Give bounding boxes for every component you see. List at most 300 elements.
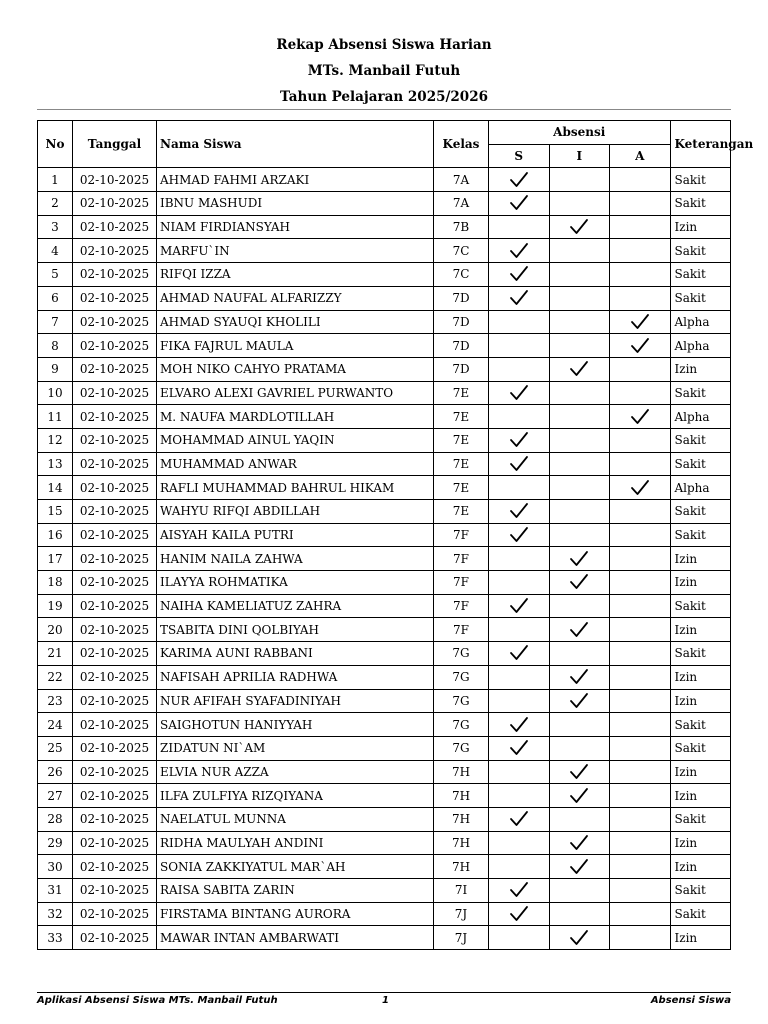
cell-i xyxy=(549,215,610,239)
cell-a xyxy=(610,357,671,381)
cell-s xyxy=(489,286,550,310)
table-row xyxy=(38,428,731,452)
check-icon xyxy=(550,763,610,781)
cell-i xyxy=(549,452,610,476)
cell-kelas: 7C xyxy=(434,239,489,263)
cell-keterangan: Alpha xyxy=(670,476,731,500)
cell-keterangan: Sakit xyxy=(670,594,731,618)
cell-no: 29 xyxy=(38,831,73,855)
cell-kelas: 7E xyxy=(434,476,489,500)
cell-s xyxy=(489,855,550,879)
check-icon xyxy=(489,502,549,520)
cell-i xyxy=(549,760,610,784)
cell-i xyxy=(549,381,610,405)
table-row xyxy=(38,286,731,310)
footer-app-name: Aplikasi Absensi Siswa MTs. Manbail Futuh xyxy=(37,995,278,1006)
page-footer xyxy=(37,995,731,1009)
cell-kelas: 7F xyxy=(434,523,489,547)
cell-kelas: 7G xyxy=(434,736,489,760)
cell-nama: TSABITA DINI QOLBIYAH xyxy=(157,618,434,642)
cell-tanggal: 02-10-2025 xyxy=(73,239,157,263)
column-header-kelas: Kelas xyxy=(434,121,489,168)
cell-keterangan: Izin xyxy=(670,760,731,784)
cell-keterangan: Izin xyxy=(670,665,731,689)
table-row xyxy=(38,168,731,192)
cell-nama: ELVIA NUR AZZA xyxy=(157,760,434,784)
cell-no: 10 xyxy=(38,381,73,405)
cell-tanggal: 02-10-2025 xyxy=(73,689,157,713)
cell-s xyxy=(489,665,550,689)
check-icon xyxy=(550,550,610,568)
cell-kelas: 7J xyxy=(434,902,489,926)
column-header-absensi: Absensi xyxy=(489,121,671,145)
cell-a xyxy=(610,784,671,808)
cell-kelas: 7G xyxy=(434,689,489,713)
cell-no: 23 xyxy=(38,689,73,713)
cell-keterangan: Alpha xyxy=(670,405,731,429)
check-icon xyxy=(489,881,549,899)
cell-i xyxy=(549,807,610,831)
cell-kelas: 7H xyxy=(434,855,489,879)
column-header-i: I xyxy=(549,144,610,168)
cell-s xyxy=(489,760,550,784)
cell-no: 4 xyxy=(38,239,73,263)
cell-kelas: 7J xyxy=(434,926,489,950)
table-row xyxy=(38,642,731,666)
cell-s xyxy=(489,334,550,358)
cell-nama: MARFU`IN xyxy=(157,239,434,263)
cell-i xyxy=(549,286,610,310)
check-icon xyxy=(610,479,670,497)
cell-a xyxy=(610,665,671,689)
cell-nama: AISYAH KAILA PUTRI xyxy=(157,523,434,547)
table-row xyxy=(38,760,731,784)
cell-keterangan: Izin xyxy=(670,215,731,239)
cell-i xyxy=(549,500,610,524)
cell-kelas: 7F xyxy=(434,571,489,595)
cell-a xyxy=(610,902,671,926)
cell-i xyxy=(549,594,610,618)
cell-tanggal: 02-10-2025 xyxy=(73,594,157,618)
cell-keterangan: Izin xyxy=(670,784,731,808)
table-row xyxy=(38,879,731,903)
header-divider xyxy=(37,109,731,110)
cell-tanggal: 02-10-2025 xyxy=(73,310,157,334)
cell-tanggal: 02-10-2025 xyxy=(73,879,157,903)
check-icon xyxy=(489,597,549,615)
table-row xyxy=(38,215,731,239)
cell-nama: NAFISAH APRILIA RADHWA xyxy=(157,665,434,689)
cell-kelas: 7B xyxy=(434,215,489,239)
cell-kelas: 7E xyxy=(434,381,489,405)
cell-keterangan: Sakit xyxy=(670,807,731,831)
cell-keterangan: Izin xyxy=(670,855,731,879)
cell-no: 30 xyxy=(38,855,73,879)
cell-a xyxy=(610,807,671,831)
cell-no: 19 xyxy=(38,594,73,618)
cell-keterangan: Alpha xyxy=(670,334,731,358)
cell-i xyxy=(549,263,610,287)
cell-kelas: 7G xyxy=(434,713,489,737)
cell-a xyxy=(610,381,671,405)
cell-no: 20 xyxy=(38,618,73,642)
cell-nama: FIRSTAMA BINTANG AURORA xyxy=(157,902,434,926)
cell-kelas: 7A xyxy=(434,168,489,192)
cell-nama: MOH NIKO CAHYO PRATAMA xyxy=(157,357,434,381)
cell-tanggal: 02-10-2025 xyxy=(73,357,157,381)
document-header xyxy=(0,32,768,110)
cell-s xyxy=(489,807,550,831)
table-row xyxy=(38,689,731,713)
cell-keterangan: Sakit xyxy=(670,523,731,547)
cell-nama: RAFLI MUHAMMAD BAHRUL HIKAM xyxy=(157,476,434,500)
cell-kelas: 7H xyxy=(434,760,489,784)
cell-tanggal: 02-10-2025 xyxy=(73,523,157,547)
cell-i xyxy=(549,476,610,500)
cell-a xyxy=(610,523,671,547)
cell-nama: SAIGHOTUN HANIYYAH xyxy=(157,713,434,737)
cell-nama: NAELATUL MUNNA xyxy=(157,807,434,831)
table-row xyxy=(38,263,731,287)
cell-no: 33 xyxy=(38,926,73,950)
cell-tanggal: 02-10-2025 xyxy=(73,168,157,192)
cell-i xyxy=(549,642,610,666)
cell-no: 12 xyxy=(38,428,73,452)
cell-no: 3 xyxy=(38,215,73,239)
cell-a xyxy=(610,500,671,524)
cell-tanggal: 02-10-2025 xyxy=(73,476,157,500)
cell-no: 2 xyxy=(38,192,73,216)
cell-tanggal: 02-10-2025 xyxy=(73,618,157,642)
cell-a xyxy=(610,831,671,855)
cell-kelas: 7F xyxy=(434,594,489,618)
cell-nama: NIAM FIRDIANSYAH xyxy=(157,215,434,239)
cell-a xyxy=(610,736,671,760)
cell-keterangan: Sakit xyxy=(670,642,731,666)
cell-keterangan: Sakit xyxy=(670,879,731,903)
cell-no: 14 xyxy=(38,476,73,500)
cell-i xyxy=(549,784,610,808)
cell-kelas: 7G xyxy=(434,642,489,666)
cell-a xyxy=(610,642,671,666)
check-icon xyxy=(489,455,549,473)
cell-s xyxy=(489,381,550,405)
cell-s xyxy=(489,618,550,642)
cell-s xyxy=(489,642,550,666)
column-header-tanggal: Tanggal xyxy=(73,121,157,168)
cell-tanggal: 02-10-2025 xyxy=(73,713,157,737)
cell-a xyxy=(610,476,671,500)
cell-keterangan: Izin xyxy=(670,357,731,381)
cell-i xyxy=(549,428,610,452)
table-row xyxy=(38,310,731,334)
table-row xyxy=(38,736,731,760)
cell-i xyxy=(549,618,610,642)
cell-a xyxy=(610,310,671,334)
cell-no: 21 xyxy=(38,642,73,666)
cell-a xyxy=(610,192,671,216)
column-header-nama: Nama Siswa xyxy=(157,121,434,168)
cell-s xyxy=(489,571,550,595)
cell-tanggal: 02-10-2025 xyxy=(73,428,157,452)
check-icon xyxy=(550,858,610,876)
check-icon xyxy=(489,171,549,189)
table-row xyxy=(38,713,731,737)
cell-nama: RIDHA MAULYAH ANDINI xyxy=(157,831,434,855)
document-title: Rekap Absensi Siswa Harian xyxy=(276,37,492,53)
cell-no: 31 xyxy=(38,879,73,903)
cell-s xyxy=(489,500,550,524)
check-icon xyxy=(610,337,670,355)
check-icon xyxy=(489,644,549,662)
cell-a xyxy=(610,855,671,879)
table-row xyxy=(38,476,731,500)
cell-i xyxy=(549,665,610,689)
cell-a xyxy=(610,547,671,571)
cell-no: 7 xyxy=(38,310,73,334)
cell-nama: NUR AFIFAH SYAFADINIYAH xyxy=(157,689,434,713)
cell-kelas: 7H xyxy=(434,784,489,808)
cell-tanggal: 02-10-2025 xyxy=(73,736,157,760)
check-icon xyxy=(550,834,610,852)
cell-i xyxy=(549,192,610,216)
cell-tanggal: 02-10-2025 xyxy=(73,263,157,287)
table-row xyxy=(38,381,731,405)
cell-i xyxy=(549,523,610,547)
school-name: MTs. Manbail Futuh xyxy=(307,63,461,79)
check-icon xyxy=(550,668,610,686)
cell-kelas: 7H xyxy=(434,807,489,831)
cell-tanggal: 02-10-2025 xyxy=(73,760,157,784)
cell-nama: MAWAR INTAN AMBARWATI xyxy=(157,926,434,950)
cell-nama: RAISA SABITA ZARIN xyxy=(157,879,434,903)
cell-tanggal: 02-10-2025 xyxy=(73,665,157,689)
cell-nama: AHMAD FAHMI ARZAKI xyxy=(157,168,434,192)
cell-no: 11 xyxy=(38,405,73,429)
cell-tanggal: 02-10-2025 xyxy=(73,500,157,524)
cell-kelas: 7D xyxy=(434,310,489,334)
cell-s xyxy=(489,736,550,760)
cell-kelas: 7A xyxy=(434,192,489,216)
cell-keterangan: Sakit xyxy=(670,428,731,452)
check-icon xyxy=(489,739,549,757)
cell-s xyxy=(489,547,550,571)
check-icon xyxy=(489,716,549,734)
cell-a xyxy=(610,689,671,713)
cell-i xyxy=(549,879,610,903)
cell-keterangan: Sakit xyxy=(670,168,731,192)
check-icon xyxy=(489,431,549,449)
table-row xyxy=(38,452,731,476)
cell-a xyxy=(610,760,671,784)
cell-i xyxy=(549,855,610,879)
cell-no: 32 xyxy=(38,902,73,926)
table-row xyxy=(38,831,731,855)
cell-kelas: 7C xyxy=(434,263,489,287)
cell-nama: FIKA FAJRUL MAULA xyxy=(157,334,434,358)
table-row xyxy=(38,855,731,879)
cell-no: 15 xyxy=(38,500,73,524)
cell-nama: NAIHA KAMELIATUZ ZAHRA xyxy=(157,594,434,618)
cell-no: 5 xyxy=(38,263,73,287)
check-icon xyxy=(550,929,610,947)
cell-a xyxy=(610,405,671,429)
cell-tanggal: 02-10-2025 xyxy=(73,286,157,310)
cell-tanggal: 02-10-2025 xyxy=(73,571,157,595)
cell-s xyxy=(489,452,550,476)
cell-kelas: 7F xyxy=(434,547,489,571)
cell-s xyxy=(489,594,550,618)
cell-kelas: 7E xyxy=(434,428,489,452)
cell-nama: AHMAD NAUFAL ALFARIZZY xyxy=(157,286,434,310)
table-row xyxy=(38,571,731,595)
cell-i xyxy=(549,334,610,358)
cell-kelas: 7F xyxy=(434,618,489,642)
cell-s xyxy=(489,310,550,334)
table-row xyxy=(38,594,731,618)
cell-keterangan: Izin xyxy=(670,547,731,571)
cell-s xyxy=(489,713,550,737)
cell-nama: IBNU MASHUDI xyxy=(157,192,434,216)
cell-tanggal: 02-10-2025 xyxy=(73,902,157,926)
cell-no: 6 xyxy=(38,286,73,310)
check-icon xyxy=(550,218,610,236)
cell-i xyxy=(549,926,610,950)
cell-i xyxy=(549,689,610,713)
cell-a xyxy=(610,571,671,595)
cell-nama: KARIMA AUNI RABBANI xyxy=(157,642,434,666)
cell-no: 8 xyxy=(38,334,73,358)
cell-nama: ELVARO ALEXI GAVRIEL PURWANTO xyxy=(157,381,434,405)
cell-no: 16 xyxy=(38,523,73,547)
cell-i xyxy=(549,310,610,334)
cell-i xyxy=(549,831,610,855)
cell-no: 18 xyxy=(38,571,73,595)
cell-kelas: 7E xyxy=(434,405,489,429)
cell-nama: RIFQI IZZA xyxy=(157,263,434,287)
check-icon xyxy=(489,905,549,923)
table-row xyxy=(38,405,731,429)
cell-s xyxy=(489,239,550,263)
cell-tanggal: 02-10-2025 xyxy=(73,855,157,879)
cell-tanggal: 02-10-2025 xyxy=(73,334,157,358)
cell-a xyxy=(610,239,671,263)
cell-tanggal: 02-10-2025 xyxy=(73,547,157,571)
cell-tanggal: 02-10-2025 xyxy=(73,926,157,950)
cell-tanggal: 02-10-2025 xyxy=(73,192,157,216)
cell-a xyxy=(610,168,671,192)
footer-divider xyxy=(37,992,731,993)
check-icon xyxy=(489,526,549,544)
table-row xyxy=(38,926,731,950)
cell-kelas: 7H xyxy=(434,831,489,855)
cell-nama: MOHAMMAD AINUL YAQIN xyxy=(157,428,434,452)
cell-nama: M. NAUFA MARDLOTILLAH xyxy=(157,405,434,429)
column-header-s: S xyxy=(489,144,550,168)
cell-no: 17 xyxy=(38,547,73,571)
cell-i xyxy=(549,571,610,595)
cell-i xyxy=(549,405,610,429)
cell-no: 27 xyxy=(38,784,73,808)
cell-keterangan: Sakit xyxy=(670,452,731,476)
check-icon xyxy=(489,384,549,402)
cell-nama: HANIM NAILA ZAHWA xyxy=(157,547,434,571)
cell-tanggal: 02-10-2025 xyxy=(73,215,157,239)
table-row xyxy=(38,357,731,381)
check-icon xyxy=(550,360,610,378)
cell-s xyxy=(489,192,550,216)
cell-s xyxy=(489,263,550,287)
cell-a xyxy=(610,263,671,287)
cell-i xyxy=(549,547,610,571)
cell-no: 13 xyxy=(38,452,73,476)
cell-a xyxy=(610,879,671,903)
attendance-table xyxy=(37,120,754,950)
cell-keterangan: Sakit xyxy=(670,286,731,310)
table-row xyxy=(38,784,731,808)
footer-page-number: 1 xyxy=(382,995,389,1006)
cell-nama: SONIA ZAKKIYATUL MAR`AH xyxy=(157,855,434,879)
cell-keterangan: Sakit xyxy=(670,381,731,405)
cell-no: 22 xyxy=(38,665,73,689)
cell-kelas: 7D xyxy=(434,334,489,358)
cell-s xyxy=(489,168,550,192)
cell-i xyxy=(549,713,610,737)
table-row xyxy=(38,523,731,547)
check-icon xyxy=(489,242,549,260)
table-row xyxy=(38,547,731,571)
cell-nama: ZIDATUN NI`AM xyxy=(157,736,434,760)
cell-nama: ILFA ZULFIYA RIZQIYANA xyxy=(157,784,434,808)
check-icon xyxy=(489,289,549,307)
cell-s xyxy=(489,523,550,547)
cell-no: 9 xyxy=(38,357,73,381)
attendance-rows xyxy=(38,168,731,950)
cell-s xyxy=(489,215,550,239)
check-icon xyxy=(550,621,610,639)
table-row xyxy=(38,192,731,216)
check-icon xyxy=(489,810,549,828)
footer-section-name: Absensi Siswa xyxy=(650,995,731,1006)
cell-kelas: 7E xyxy=(434,452,489,476)
cell-kelas: 7I xyxy=(434,879,489,903)
cell-no: 26 xyxy=(38,760,73,784)
check-icon xyxy=(610,408,670,426)
cell-keterangan: Sakit xyxy=(670,902,731,926)
cell-keterangan: Sakit xyxy=(670,500,731,524)
table-row xyxy=(38,618,731,642)
table-row xyxy=(38,665,731,689)
cell-a xyxy=(610,428,671,452)
cell-i xyxy=(549,357,610,381)
cell-a xyxy=(610,286,671,310)
cell-tanggal: 02-10-2025 xyxy=(73,381,157,405)
cell-keterangan: Sakit xyxy=(670,263,731,287)
table-row xyxy=(38,500,731,524)
cell-keterangan: Izin xyxy=(670,689,731,713)
academic-year: Tahun Pelajaran 2025/2026 xyxy=(280,89,488,105)
check-icon xyxy=(550,573,610,591)
cell-s xyxy=(489,428,550,452)
column-header-a: A xyxy=(610,144,671,168)
cell-a xyxy=(610,215,671,239)
check-icon xyxy=(550,787,610,805)
cell-nama: AHMAD SYAUQI KHOLILI xyxy=(157,310,434,334)
cell-keterangan: Izin xyxy=(670,831,731,855)
cell-i xyxy=(549,239,610,263)
cell-kelas: 7E xyxy=(434,500,489,524)
table-row xyxy=(38,334,731,358)
